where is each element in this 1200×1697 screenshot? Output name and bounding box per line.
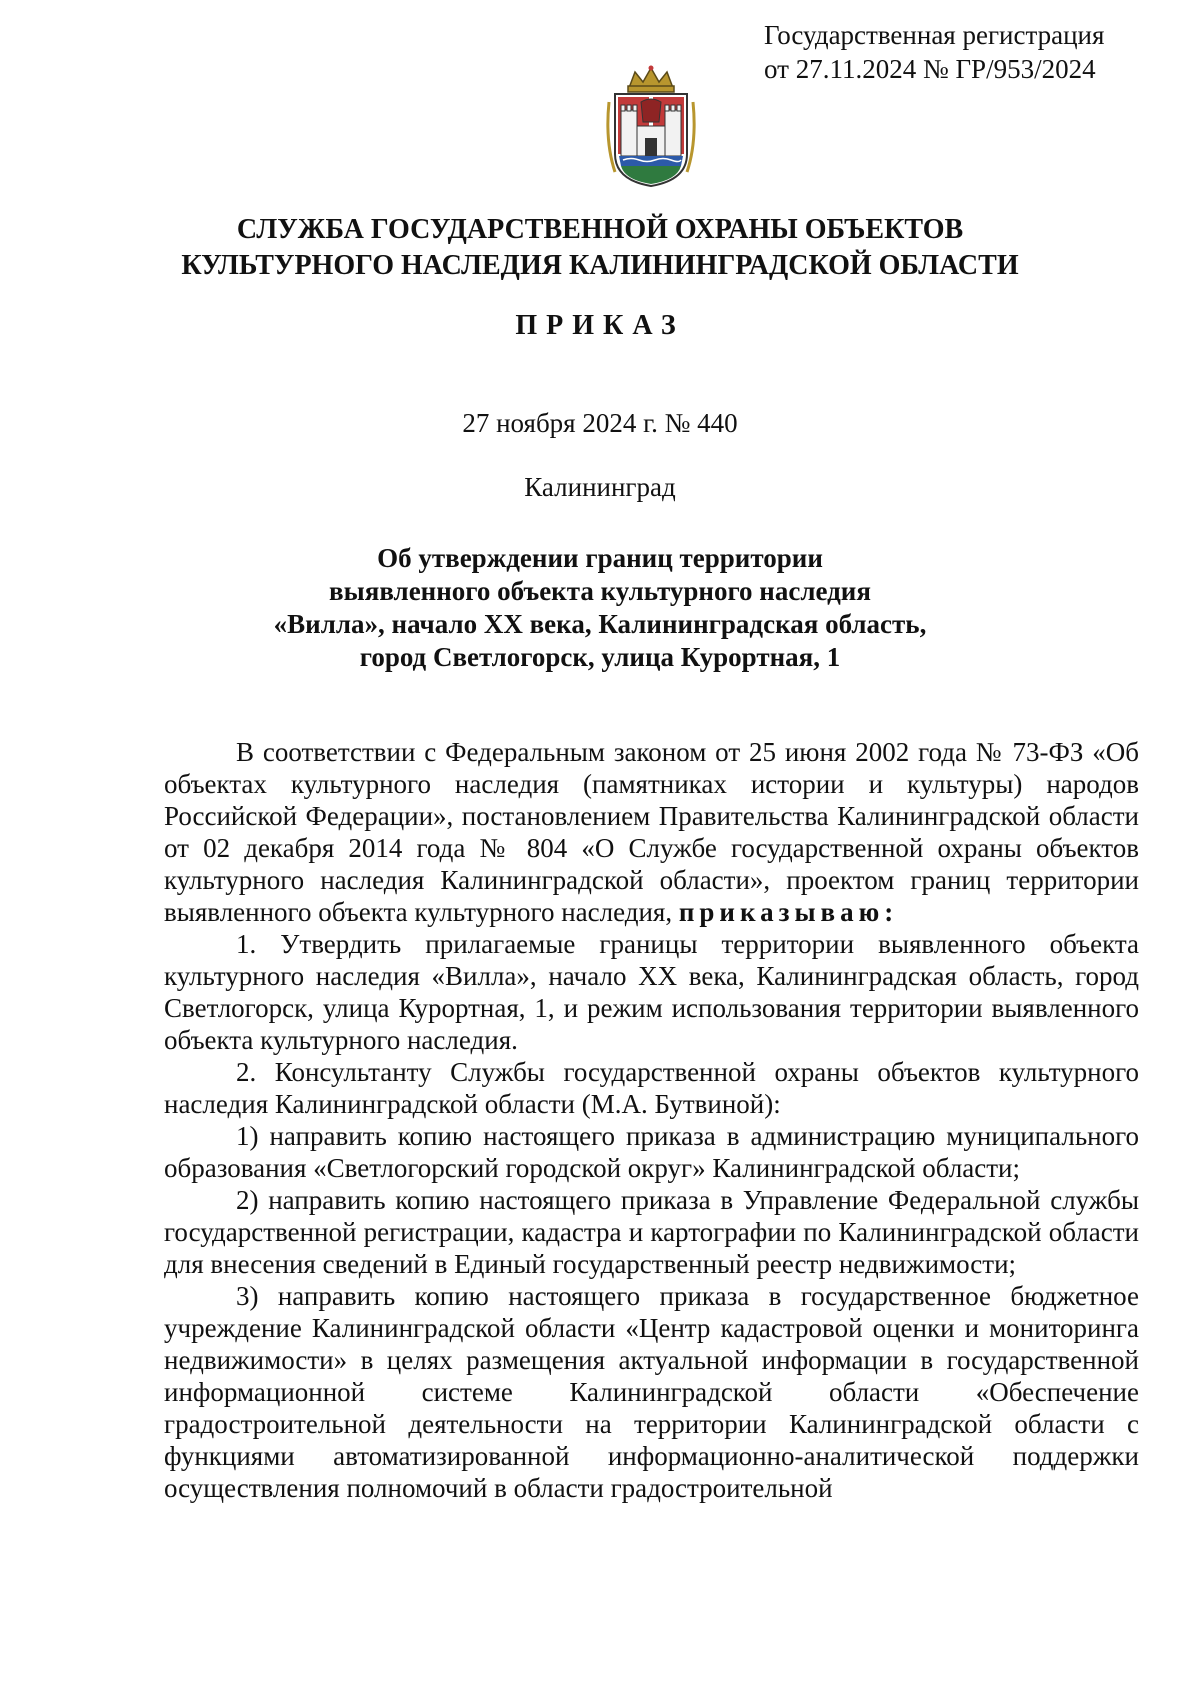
registration-stamp bbox=[764, 18, 1184, 86]
preamble-text: В соответствии с Федеральным законом от 25 июня 2002 года № 73-ФЗ «Об объектах культурного наследия (памятниках истории и культуры) народов Российской Федерации», постановлением Правительства Калининградской области от 02 декабря 2014 года № 804 «О Службе государственной охраны объектов культурного наследия Калининградской области», проектом границ территории выявленного объекта культурного наследия, bbox=[164, 737, 1139, 927]
subject-line-1: Об утверждении границ территории bbox=[377, 543, 823, 573]
order-verb-colon: : bbox=[884, 897, 894, 927]
registration-line-1: Государственная регистрация bbox=[764, 20, 1105, 50]
registration-line-2: от 27.11.2024 № ГР/953/2024 bbox=[764, 54, 1096, 84]
kaliningrad-coat-of-arms-icon bbox=[601, 62, 701, 190]
item-1: 1. Утвердить прилагаемые границы территории выявленного объекта культурного наследия «Вилла», начало XX века, Калининградская область, город Светлогорск, улица Курортная, 1, и режим использования территории выявленного объекта культурного наследия. bbox=[164, 929, 1139, 1055]
organization-name bbox=[0, 212, 1200, 284]
subject-line-3: «Вилла», начало XX века, Калининградская область, bbox=[273, 609, 927, 639]
order-body bbox=[164, 736, 1139, 1504]
order-date-number: 27 ноября 2024 г. № 440 bbox=[462, 408, 738, 438]
preamble-paragraph bbox=[164, 736, 1139, 928]
order-verb: приказываю bbox=[678, 897, 885, 927]
crown-icon bbox=[628, 66, 674, 93]
item-2-subitem-2: 2) направить копию настоящего приказа в Управление Федеральной службы государственной регистрации, кадастра и картографии по Калининградской области для внесения сведений в Единый государственный реестр недвижимости; bbox=[164, 1185, 1139, 1279]
item-2-subitem-3: 3) направить копию настоящего приказа в государственное бюджетное учреждение Калининградской области «Центр кадастровой оценки и мониторинга недвижимости» в целях размещения актуальной информации в государственной информационной системе Калининградской области «Обеспечение градостроительной деятельности на территории Калининградской области с функциями автоматизированной информационно-аналитической поддержки осуществления полномочий в области градостроительной bbox=[164, 1281, 1139, 1503]
subject-line-2: выявленного объекта культурного наследия bbox=[329, 576, 871, 606]
subject-line-4: город Светлогорск, улица Курортная, 1 bbox=[359, 642, 841, 672]
document-type: ПРИКАЗ bbox=[515, 310, 685, 341]
organization-line-1: СЛУЖБА ГОСУДАРСТВЕННОЙ ОХРАНЫ ОБЪЕКТОВ bbox=[236, 214, 964, 245]
organization-line-2: КУЛЬТУРНОГО НАСЛЕДИЯ КАЛИНИНГРАДСКОЙ ОБЛАСТИ bbox=[181, 250, 1019, 281]
order-subject bbox=[0, 542, 1200, 674]
city: Калининград bbox=[524, 472, 676, 502]
item-2: 2. Консультанту Службы государственной охраны объектов культурного наследия Калининградской области (М.А. Бутвиной): bbox=[164, 1057, 1139, 1119]
item-2-subitem-1: 1) направить копию настоящего приказа в администрацию муниципального образования «Светлогорский городской округ» Калининградской области; bbox=[164, 1121, 1139, 1183]
